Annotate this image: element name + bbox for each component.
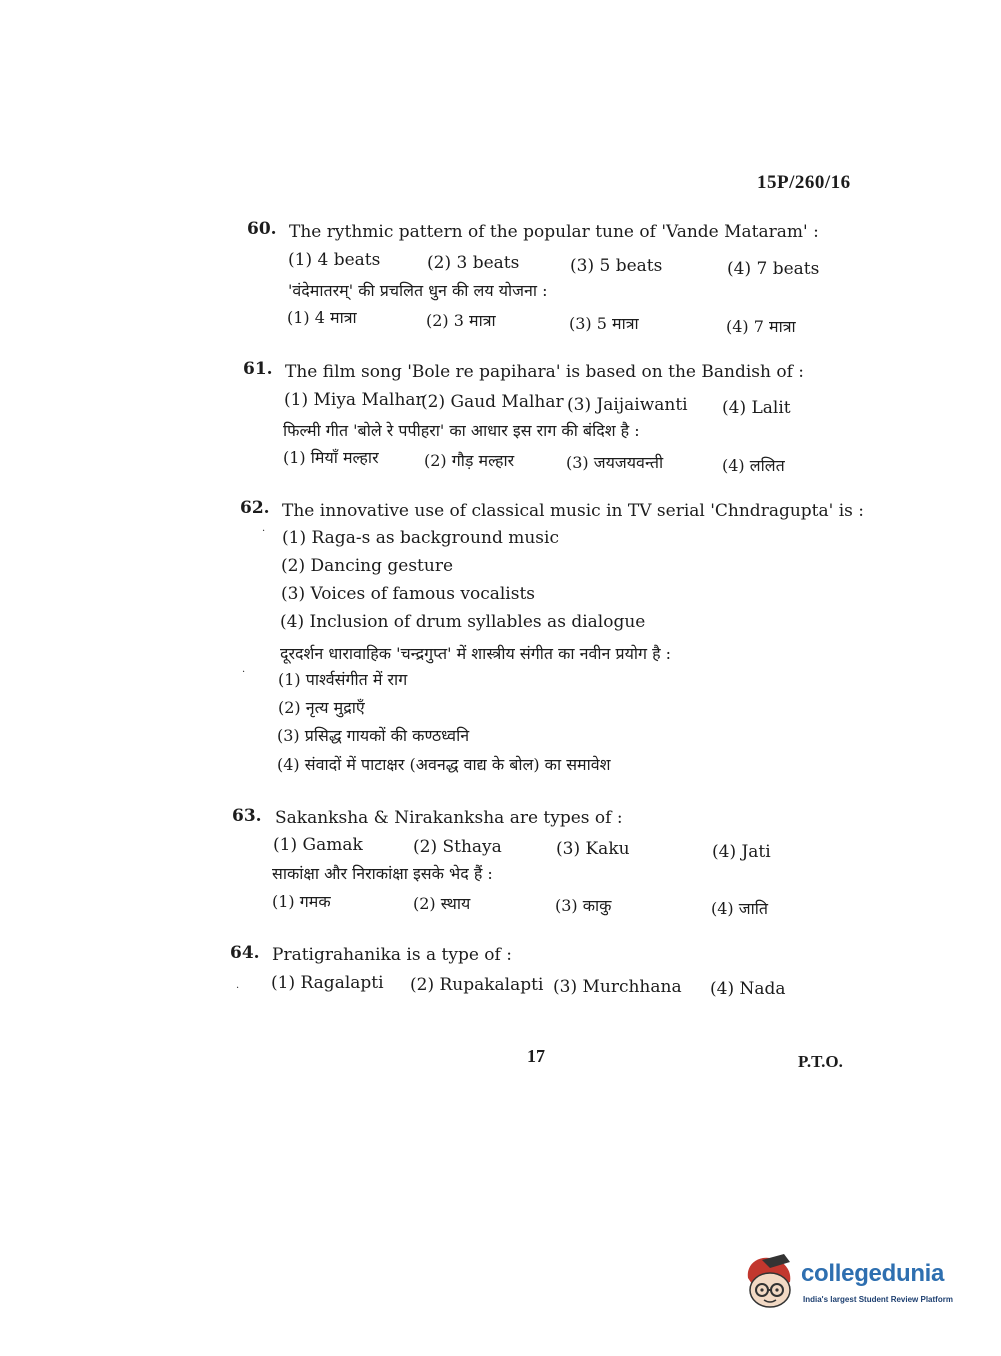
brand-tagline: India's largest Student Review Platform	[803, 1295, 953, 1304]
option-en: (4) Nada	[710, 979, 786, 999]
option-en: (3) Voices of famous vocalists	[281, 584, 536, 604]
option-hi: (4) 7 मात्रा	[726, 317, 796, 336]
collegedunia-logo	[740, 1250, 970, 1320]
question-text-en: The innovative use of classical music in TV serial 'Chndragupta' is :	[282, 501, 865, 521]
question-number: 64.	[230, 943, 260, 963]
question-text-hi: फिल्मी गीत 'बोले रे पपीहरा' का आधार इस राग की बंदिश है :	[283, 421, 640, 440]
option-hi: (4) संवादों में पाटाक्षर (अवनद्ध वाद्य के बोल) का समावेश	[277, 755, 611, 774]
pto-label: P.T.O.	[798, 1052, 843, 1071]
question-text-en: The rythmic pattern of the popular tune of 'Vande Mataram' :	[289, 222, 819, 242]
option-en: (2) Dancing gesture	[281, 556, 454, 576]
brand-name: collegedunia	[801, 1260, 945, 1287]
question-number: 63.	[232, 806, 262, 826]
option-en: (1) Raga-s as background music	[282, 528, 559, 548]
question-text-hi: दूरदर्शन धारावाहिक 'चन्द्रगुप्त' में शास्त्रीय संगीत का नवीन प्रयोग है :	[280, 644, 672, 663]
question-text-hi: 'वंदेमातरम्' की प्रचलित धुन की लय योजना :	[288, 281, 548, 300]
scan-speck: ·	[262, 526, 266, 537]
option-hi: (1) मियाँ मल्हार	[283, 448, 379, 467]
option-en: (3) Kaku	[556, 839, 630, 859]
option-hi: (1) पार्श्वसंगीत में राग	[278, 670, 408, 689]
question-number: 60.	[247, 219, 277, 239]
question-text-en: Pratigrahanika is a type of :	[272, 945, 512, 965]
scan-speck: ·	[242, 667, 246, 678]
option-hi: (4) ललित	[722, 456, 785, 475]
option-hi: (4) जाति	[711, 899, 769, 918]
option-en: (3) 5 beats	[570, 256, 663, 276]
option-hi: (3) काकु	[555, 896, 612, 915]
option-en: (3) Jaijaiwanti	[567, 395, 688, 415]
option-hi: (3) 5 मात्रा	[569, 314, 639, 333]
option-en: (4) Jati	[712, 842, 771, 862]
question-text-en: Sakanksha & Nirakanksha are types of :	[275, 808, 623, 828]
option-en: (4) Inclusion of drum syllables as dialogue	[280, 612, 646, 632]
option-en: (1) Ragalapti	[271, 973, 384, 993]
option-hi: (3) प्रसिद्ध गायकों की कण्ठध्वनि	[277, 726, 470, 745]
question-text-en: The film song 'Bole re papihara' is based on the Bandish of :	[285, 362, 805, 382]
page-code: 15P/260/16	[757, 172, 851, 193]
option-en: (2) Sthaya	[413, 837, 502, 857]
option-en: (2) Rupakalapti	[410, 975, 544, 995]
option-hi: (1) गमक	[272, 892, 331, 911]
option-hi: (2) नृत्य मुद्राएँ	[278, 698, 365, 717]
question-number: 61.	[243, 359, 273, 379]
option-en: (3) Murchhana	[553, 977, 682, 997]
option-hi: (1) 4 मात्रा	[287, 308, 357, 327]
option-en: (1) Gamak	[273, 835, 363, 855]
mascot-icon	[740, 1250, 800, 1312]
option-en: (2) 3 beats	[427, 253, 520, 273]
option-en: (4) Lalit	[722, 398, 791, 418]
option-en: (1) 4 beats	[288, 250, 381, 270]
option-en: (2) Gaud Malhar	[421, 392, 564, 412]
scan-speck: ·	[236, 983, 240, 994]
option-en: (4) 7 beats	[727, 259, 820, 279]
question-number: 62.	[240, 498, 270, 518]
option-hi: (2) स्थाय	[413, 894, 471, 913]
option-hi: (2) 3 मात्रा	[426, 311, 496, 330]
page-number: 17	[527, 1046, 545, 1066]
option-hi: (3) जयजयवन्ती	[566, 453, 664, 472]
question-text-hi: साकांक्षा और निराकांक्षा इसके भेद हैं :	[272, 864, 493, 883]
option-en: (1) Miya Malhar	[284, 390, 424, 410]
option-hi: (2) गौड़ मल्हार	[424, 451, 515, 470]
